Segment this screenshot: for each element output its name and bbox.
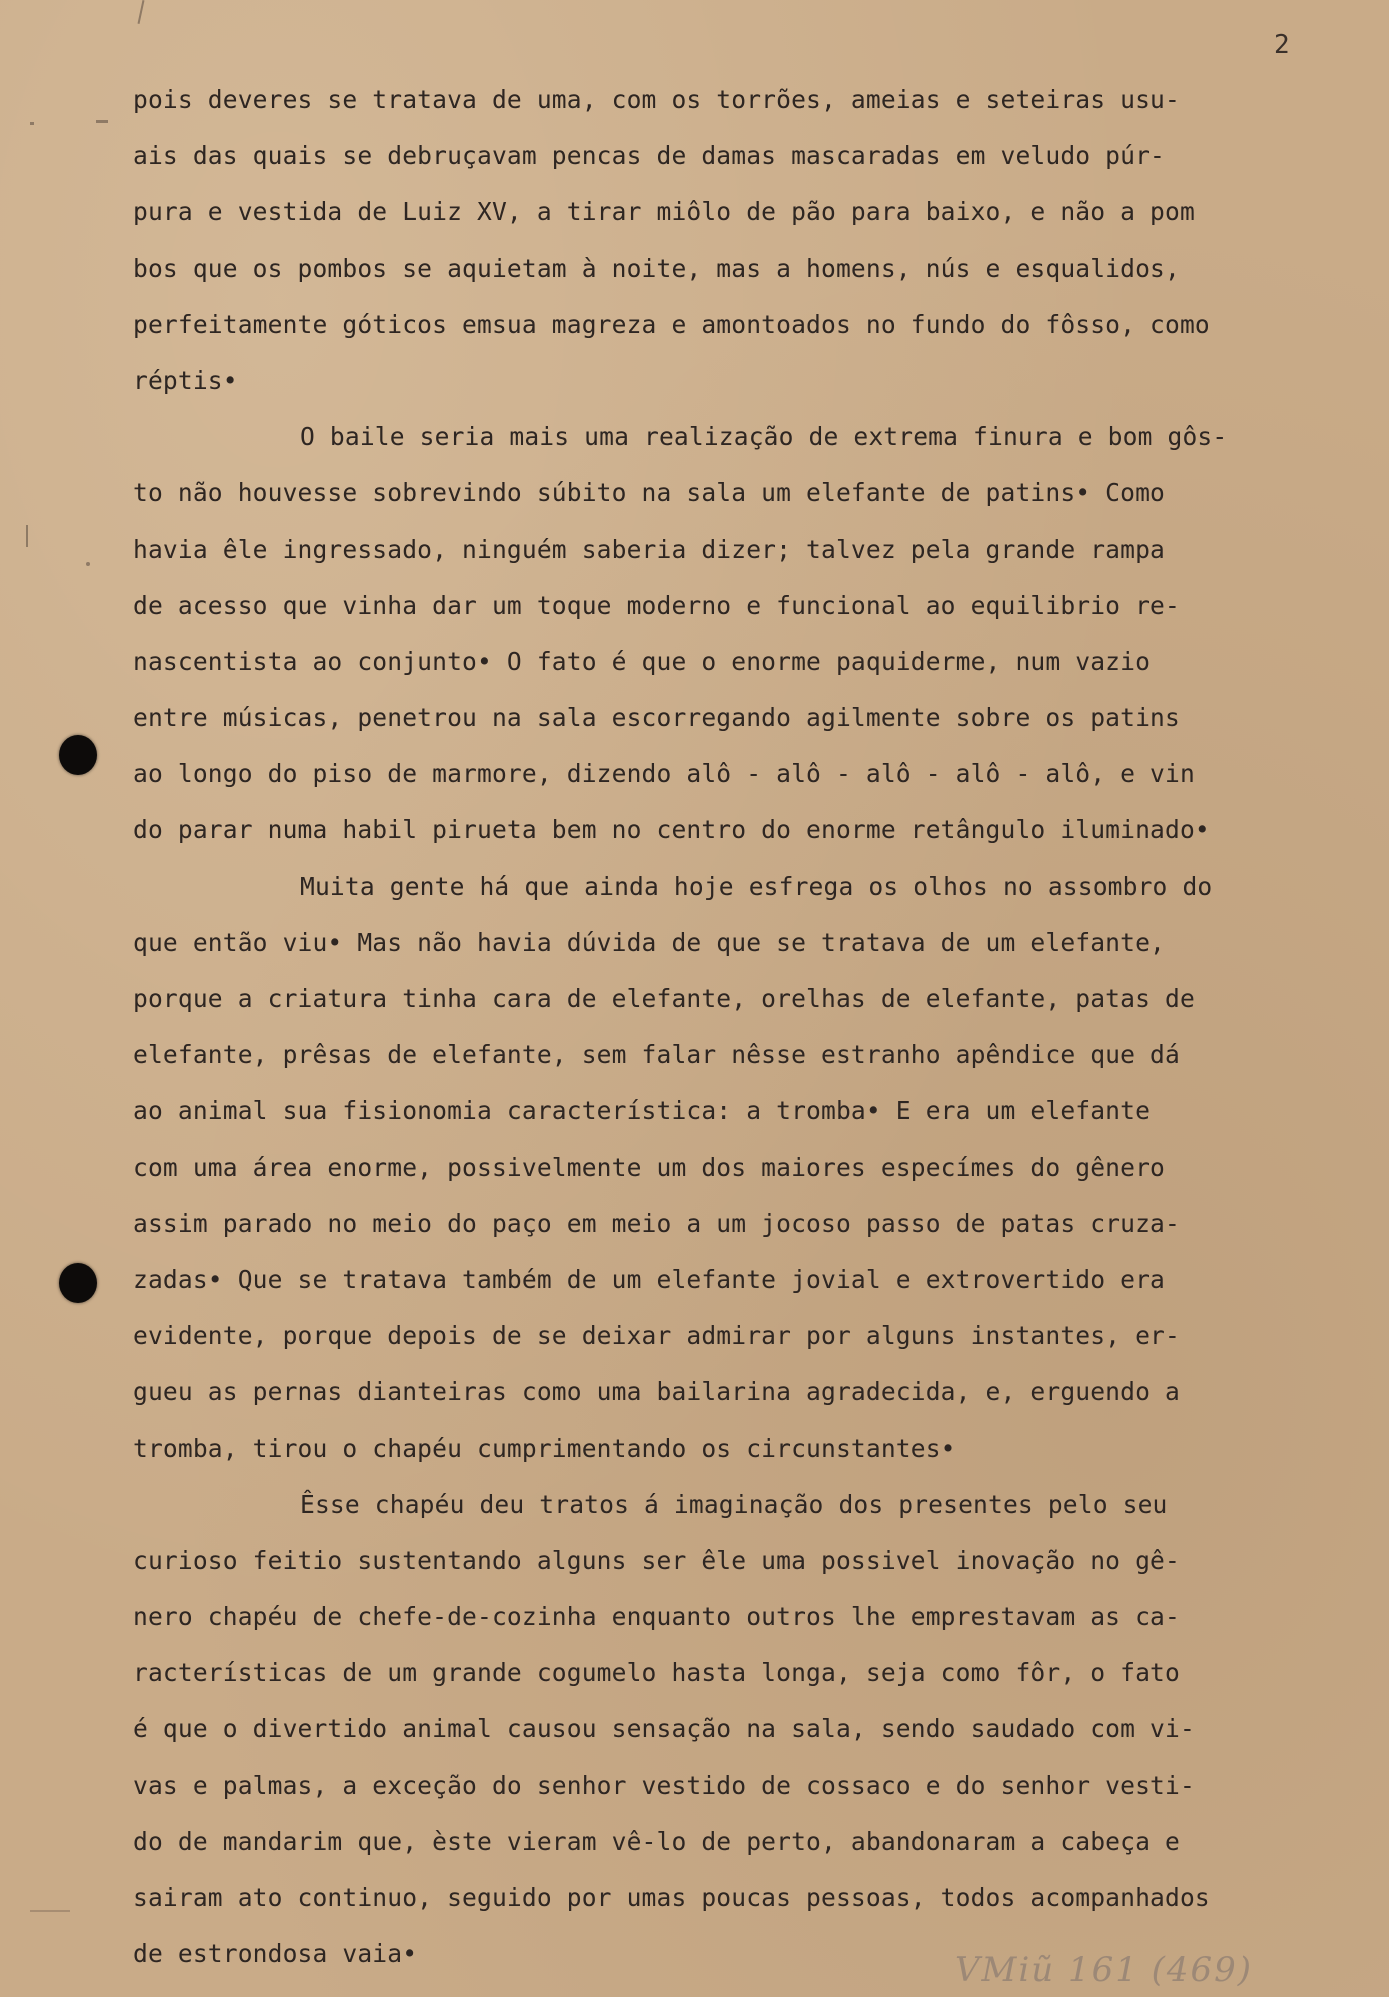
stray-mark [30, 122, 34, 125]
text-line: ao longo do piso de marmore, dizendo alô - alô - alô - alô - alô, e vin [133, 759, 1195, 789]
stray-mark [30, 1910, 70, 1912]
text-line: evidente, porque depois de se deixar admirar por alguns instantes, er- [133, 1321, 1180, 1351]
stray-mark [86, 562, 90, 566]
text-line: vas e palmas, a exceção do senhor vestido de cossaco e do senhor vesti- [133, 1770, 1195, 1800]
text-line: pois deveres se tratava de uma, com os torrões, ameias e seteiras usu- [133, 85, 1180, 114]
punch-hole-top [59, 735, 97, 775]
text-line: entre músicas, penetrou na sala escorregando agilmente sobre os patins [133, 703, 1180, 733]
text-line: que então viu• Mas não havia dúvida de que se tratava de um elefante, [133, 927, 1166, 957]
text-line: gueu as pernas dianteiras como uma bailarina agradecida, e, erguendo a [133, 1377, 1180, 1407]
text-line: de estrondosa vaia• [133, 1939, 418, 1969]
text-line: ao animal sua fisionomia característica: a tromba• E era um elefante [133, 1096, 1151, 1126]
text-line: nascentista ao conjunto• O fato é que o enorme paquiderme, num vazio [133, 646, 1151, 676]
text-line: havia êle ingressado, ninguém saberia dizer; talvez pela grande rampa [133, 534, 1166, 564]
text-line: zadas• Que se tratava também de um elefante jovial e extrovertido era [133, 1264, 1166, 1294]
stray-mark [26, 525, 28, 547]
punch-hole-bottom [59, 1263, 97, 1303]
text-line: de acesso que vinha dar um toque moderno e funcional ao equilibrio re- [133, 590, 1180, 620]
text-line: é que o divertido animal causou sensação na sala, sendo saudado com vi- [133, 1714, 1195, 1744]
archive-reference: VMiũ 161 (469) [955, 1950, 1254, 1990]
text-line: réptis• [133, 365, 238, 395]
text-line: O baile seria mais uma realização de extrema finura e bom gôs- [300, 422, 1228, 452]
stray-mark [96, 120, 108, 123]
text-line: assim parado no meio do paço em meio a um jocoso passo de patas cruza- [133, 1208, 1180, 1238]
text-line: nero chapéu de chefe-de-cozinha enquanto outros lhe emprestavam as ca- [133, 1602, 1180, 1632]
text-line: do de mandarim que, èste vieram vê-lo de perto, abandonaram a cabeça e [133, 1826, 1180, 1856]
text-line: Êsse chapéu deu tratos á imaginação dos presentes pelo seu [300, 1489, 1168, 1519]
pencil-mark [138, 0, 145, 24]
text-line: curioso feitio sustentando alguns ser êle uma possivel inovação no gê- [133, 1545, 1180, 1575]
text-line: Muita gente há que ainda hoje esfrega os olhos no assombro do [300, 871, 1213, 901]
body-text [133, 72, 1353, 1982]
text-line: pura e vestida de Luiz XV, a tirar miôlo de pão para baixo, e não a pom [133, 197, 1195, 227]
text-line: porque a criatura tinha cara de elefante, orelhas de elefante, patas de [133, 984, 1195, 1013]
text-line: com uma área enorme, possivelmente um dos maiores especímes do gênero [133, 1152, 1166, 1182]
text-line: elefante, prêsas de elefante, sem falar nêsse estranho apêndice que dá [133, 1040, 1180, 1070]
text-line: racterísticas de um grande cogumelo hasta longa, seja como fôr, o fato [133, 1658, 1180, 1688]
text-line: ais das quais se debruçavam pencas de damas mascaradas em veludo púr- [133, 141, 1166, 171]
page-number: 2 [1274, 30, 1290, 60]
text-line: sairam ato continuo, seguido por umas poucas pessoas, todos acompanhados [133, 1883, 1210, 1912]
text-line: perfeitamente góticos emsua magreza e amontoados no fundo do fôsso, como [133, 309, 1210, 339]
text-line: to não houvesse sobrevindo súbito na sala um elefante de patins• Como [133, 478, 1166, 508]
text-line: tromba, tirou o chapéu cumprimentando os circunstantes• [133, 1433, 956, 1463]
text-line: bos que os pombos se aquietam à noite, mas a homens, nús e esqualidos, [133, 253, 1180, 283]
text-line: do parar numa habil pirueta bem no centro do enorme retângulo iluminado• [133, 815, 1210, 845]
